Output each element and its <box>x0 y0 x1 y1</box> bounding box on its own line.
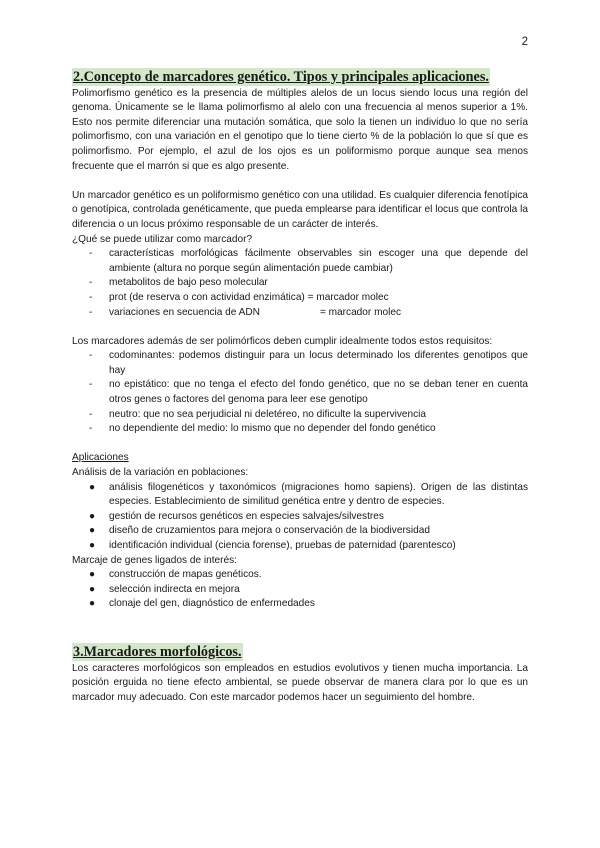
paragraph-morphological: Los caracteres morfológicos son empleados en estudios evolutivos y tienen mucha importancia. La posición erguida no tiene efecto ambiental, se puede observar de manera clara por lo que es un marcador muy adecuado. Con este marcador podemos hacer un seguimiento del hombre. <box>72 662 528 703</box>
marker-types-list <box>72 247 528 320</box>
paragraph-requirements: Los marcadores además de ser polimórficos deben cumplir idealmente todos estos requisitos: <box>72 335 493 347</box>
list-item: ● diseño de cruzamientos para mejora o conservación de la biodiversidad <box>89 525 430 537</box>
list-item: - no dependiente del medio: lo mismo que no depender del fondo genético <box>89 423 436 435</box>
section-3-heading: 3.Marcadores morfológicos. <box>73 643 242 660</box>
page-number: 2 <box>521 36 528 48</box>
paragraph-marker-definition: Un marcador genético es un poliformismo genético con una utilidad. Es cualquier diferencia fenotípica o genotípica, controlada genéticamente, que pueda emplearse para identificar el locus que controla la diferencia o un locus próximo responsable de un carácter de interés. <box>72 189 528 230</box>
list-item: ● gestión de recursos genéticos en especies salvajes/silvestres <box>89 510 384 522</box>
applications-heading: Aplicaciones <box>72 452 129 464</box>
variation-list <box>72 481 528 554</box>
list-item: - variaciones en secuencia de ADN = marcador molec <box>89 306 401 318</box>
list-item: ● identificación individual (ciencia forense), pruebas de paternidad (parentesco) <box>89 540 456 551</box>
list-item: - metabolitos de bajo peso molecular <box>89 277 268 289</box>
marking-intro: Marcaje de genes ligados de interés: <box>72 554 237 566</box>
section-2-heading: 2.Concepto de marcadores genético. Tipos y principales aplicaciones. <box>73 69 489 85</box>
document-body <box>72 68 528 705</box>
marking-list <box>72 568 528 612</box>
list-item: - prot (de reserva o con actividad enzimática) = marcador molec <box>89 291 389 303</box>
list-item: - neutro: que no sea perjudicial ni deletéreo, no dificulte la supervivencia <box>89 408 427 420</box>
variation-intro: Análisis de la variación en poblaciones: <box>72 467 249 479</box>
marker-question: ¿Qué se puede utilizar como marcador? <box>72 233 253 245</box>
list-item: - características morfológicas fácilmente observables sin escoger una que depende del ambiente (altura no porque según alimentación puede cambiar) <box>89 248 528 274</box>
list-item: ● análisis filogenéticos y taxonómicos (migraciones homo sapiens). Origen de las distintas especies. Establecimiento de similitud genética entre y dentro de especies. <box>89 481 528 508</box>
list-item: ● selección indirecta en mejora <box>89 583 240 595</box>
requirements-list <box>72 349 528 437</box>
list-item: - codominantes: podemos distinguir para un locus determinado los diferentes genotipos que hay <box>89 350 528 376</box>
list-item: ● clonaje del gen, diagnóstico de enfermedades <box>89 598 315 610</box>
list-item: - no epistático: que no tenga el efecto del fondo genético, que no se deban tener en cuenta otros genes o factores del genoma para leer ese genotipo <box>89 379 528 406</box>
list-item: ● construcción de mapas genéticos. <box>89 569 262 581</box>
paragraph-polymorphism: Polimorfismo genético es la presencia de múltiples alelos de un locus siendo locus una región del genoma. Únicamente se le llama polimorfismo al alelo con una frecuencia al menos superior a 1%. Esto nos permite diferenciar una mutación somática, que solo la tienen un individuo lo que no sería polimorfismo, con una variación en el genotipo que lo tiene cierto % de la población lo que sí que es polimorfismo. Por ejemplo, el azul de los ojos es un poliformismo porque aunque sea menos frecuente que el marrón si que es algo presente. <box>72 87 528 172</box>
